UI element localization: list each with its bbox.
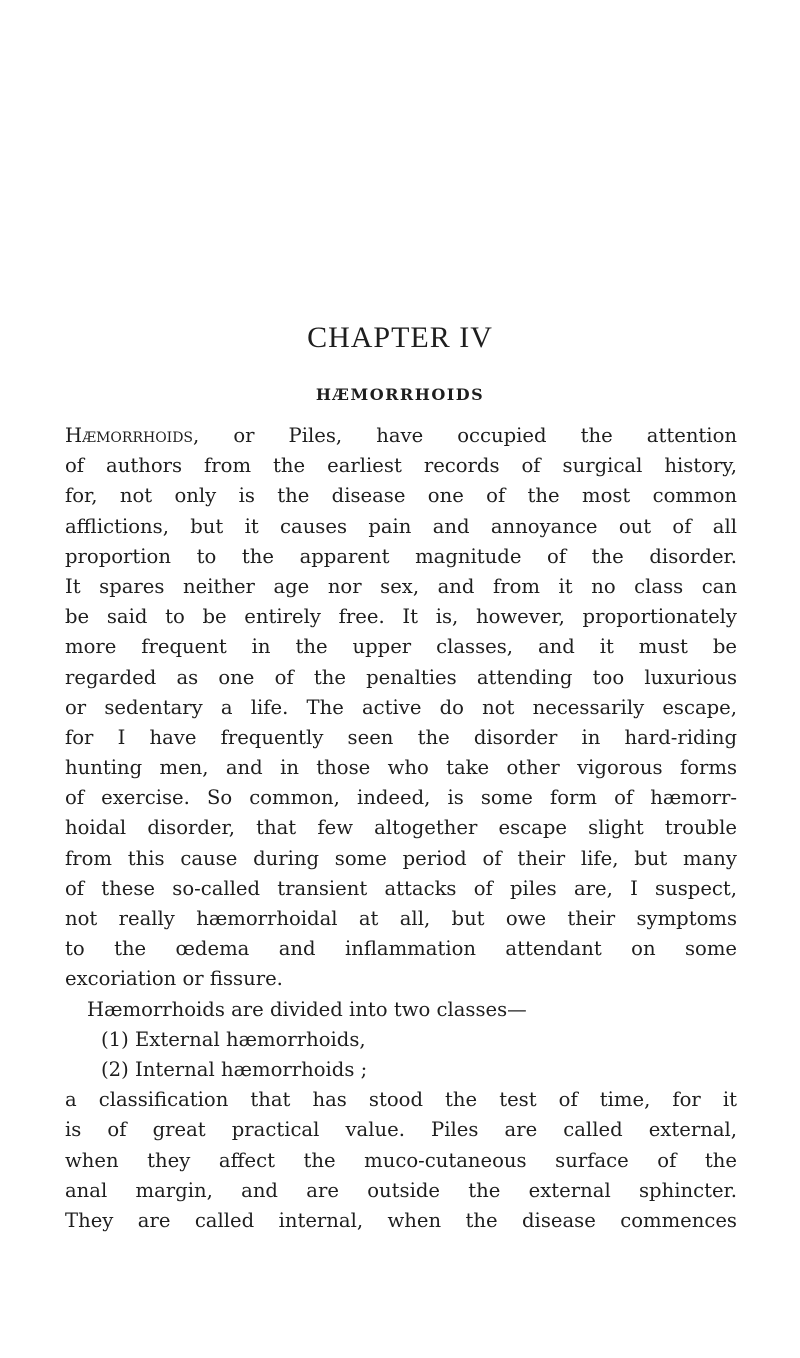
- paragraph-2-line: They are called internal, when the disease commences: [65, 1208, 737, 1232]
- paragraph-1-line: more frequent in the upper classes, and it must be: [65, 635, 737, 659]
- paragraph-2-line: a classification that has stood the test of time, for it: [65, 1088, 737, 1112]
- paragraph-1-line: of exercise. So common, indeed, is some form of hæmorr-: [65, 786, 737, 810]
- paragraph-1-line: hoidal disorder, that few altogether escape slight trouble: [65, 816, 737, 840]
- paragraph-1-line-1-rest: or Piles, have occupied the attention: [199, 424, 737, 447]
- lead-word: Hæmorrhoids,: [65, 424, 200, 447]
- paragraph-1-line: afflictions, but it causes pain and annoyance out of all: [65, 514, 737, 538]
- classification-item: (1) External hæmorrhoids,: [101, 1027, 366, 1051]
- paragraph-1-line: be said to be entirely free. It is, however, proportionately: [65, 605, 737, 629]
- paragraph-2-line: when they affect the muco-cutaneous surface of the: [65, 1148, 737, 1172]
- paragraph-1-line: excoriation or fissure.: [65, 967, 283, 991]
- paragraph-2-line: anal margin, and are outside the external sphincter.: [65, 1178, 737, 1202]
- paragraph-2-line: is of great practical value. Piles are called external,: [65, 1118, 737, 1142]
- paragraph-1-line: for I have frequently seen the disorder in hard-riding: [65, 725, 737, 749]
- paragraph-1-line-1: [65, 421, 737, 451]
- paragraph-2-intro: Hæmorrhoids are divided into two classes—: [87, 997, 527, 1021]
- section-title: HÆMORRHOIDS: [315, 385, 485, 404]
- paragraph-1-line: It spares neither age nor sex, and from it no class can: [65, 574, 737, 598]
- paragraph-1-line: for, not only is the disease one of the most common: [65, 484, 737, 508]
- paragraph-1-line: from this cause during some period of their life, but many: [65, 846, 737, 870]
- classification-item: (2) Internal hæmorrhoids ;: [101, 1057, 368, 1081]
- paragraph-1-line: not really hæmorrhoidal at all, but owe their symptoms: [65, 907, 737, 930]
- paragraph-1-line: or sedentary a life. The active do not necessarily escape,: [65, 695, 737, 719]
- paragraph-1-line: of these so-called transient attacks of piles are, I suspect,: [65, 876, 737, 900]
- paragraph-1-line: of authors from the earliest records of surgical history,: [65, 454, 737, 478]
- body-text: [65, 421, 737, 1236]
- paragraph-1-line: to the œdema and inflammation attendant on some: [65, 937, 737, 961]
- paragraph-1-line: regarded as one of the penalties attending too luxurious: [65, 665, 737, 689]
- paragraph-1-line: proportion to the apparent magnitude of the disorder.: [65, 544, 737, 568]
- paragraph-1-line: hunting men, and in those who take other vigorous forms: [65, 756, 737, 780]
- chapter-heading: CHAPTER IV: [307, 321, 493, 354]
